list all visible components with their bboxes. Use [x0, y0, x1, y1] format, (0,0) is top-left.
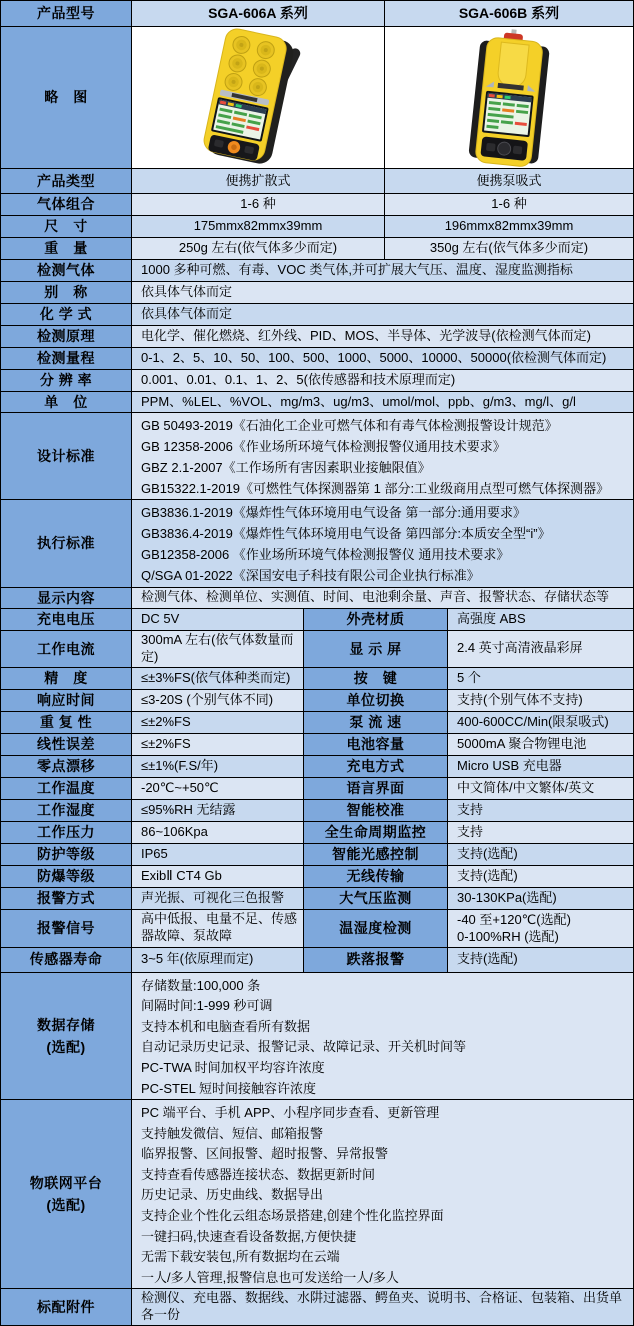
- row-value: 检测仪、充电器、数据线、水阱过滤器、鳄鱼夹、说明书、合格证、包装箱、出货单各一份: [132, 1289, 634, 1326]
- row-value-right: 支持: [448, 800, 634, 822]
- row-value-left: DC 5V: [132, 609, 304, 631]
- value-b: 196mmx82mmx39mm: [385, 216, 634, 238]
- device-b-screen: [482, 91, 534, 138]
- row-label: 检测气体: [1, 260, 132, 282]
- row-label-right: 大气压监测: [304, 888, 448, 910]
- execution-standards-list: [132, 500, 634, 587]
- row-value-right: 支持(选配): [448, 948, 634, 973]
- row-execution-standards: [1, 500, 634, 587]
- iot-line: 历史记录、历史曲线、数据导出: [141, 1187, 324, 1203]
- row-value-left: ≤±3%FS(依气体种类而定): [132, 668, 304, 690]
- iot-line: 一人/多人管理,报警信息也可发送给一人/多人: [141, 1269, 399, 1285]
- row-label-left: 工作湿度: [1, 800, 132, 822]
- row-value-right: 支持(选配): [448, 866, 634, 888]
- standard-line: GB3836.4-2019《爆炸性气体环境用电气设备 第四部分:本质安全型“i”》: [141, 526, 551, 542]
- row-value-left: 声光振、可视化三色报警: [132, 888, 304, 910]
- row-value: 电化学、催化燃烧、红外线、PID、MOS、半导体、光学波导(依检测气体而定): [132, 326, 634, 348]
- row-value-right: 400-600CC/Min(限泵吸式): [448, 712, 634, 734]
- iot-line: 支持触发微信、短信、邮箱报警: [141, 1125, 324, 1141]
- row-label-right: 电池容量: [304, 734, 448, 756]
- row-label-left: 工作压力: [1, 822, 132, 844]
- value-b: 1-6 种: [385, 194, 634, 216]
- row-value-right: 高强度 ABS: [448, 609, 634, 631]
- iot-line: 支持企业个性化云组态场景搭建,创建个性化监控界面: [141, 1208, 444, 1224]
- row-value: 检测气体、检测单位、实测值、时间、电池剩余量、声音、报警状态、存储状态等: [132, 588, 634, 609]
- row-value: 0-1、2、5、10、50、100、500、1000、5000、10000、50000(依检测气体而定): [132, 348, 634, 370]
- design-standards-list: [132, 413, 634, 500]
- row-dimensions: [1, 216, 634, 238]
- row-value-right: Micro USB 充电器: [448, 756, 634, 778]
- iot-line: 一键扫码,快速查看设备数据,方便快捷: [141, 1228, 357, 1244]
- row-repeatability-pump-flow: [1, 712, 634, 734]
- header-model-a: SGA-606A 系列: [132, 1, 385, 27]
- row-label: 尺 寸: [1, 216, 132, 238]
- row-label-left: 工作电流: [1, 631, 132, 668]
- row-value-left: ≤±1%(F.S/年): [132, 756, 304, 778]
- standard-line: GB 50493-2019《石油化工企业可燃气体和有毒气体检测报警设计规范》: [141, 418, 558, 434]
- row-resolution: [1, 370, 634, 392]
- row-product-type: [1, 169, 634, 194]
- row-label: 重 量: [1, 238, 132, 260]
- data-storage-list: [132, 973, 634, 1101]
- header-model-b: SGA-606B 系列: [385, 1, 634, 27]
- row-gas-combination: [1, 194, 634, 216]
- row-working-current-display: [1, 631, 634, 668]
- row-label: 检测原理: [1, 326, 132, 348]
- label-line: 物联网平台: [29, 1175, 103, 1192]
- row-value-right: 2.4 英寸高清液晶彩屏: [448, 631, 634, 668]
- standard-line: Q/SGA 01-2022《深国安电子科技有限公司企业执行标准》: [141, 567, 480, 583]
- row-value-right: 支持(个别气体不支持): [448, 690, 634, 712]
- row-units: [1, 392, 634, 413]
- standard-line: GB 12358-2006《作业场所环境气体检测报警仪通用技术要求》: [141, 438, 506, 454]
- sketch-row: [1, 27, 634, 169]
- value-a: 250g 左右(依气体多少而定): [132, 238, 385, 260]
- row-value-right: 5000mA 聚合物锂电池: [448, 734, 634, 756]
- value-a: 便携扩散式: [132, 169, 385, 194]
- label-line: (选配): [46, 1197, 86, 1214]
- row-detection-range: [1, 348, 634, 370]
- sketch-label: 略 图: [1, 27, 132, 169]
- row-weight: [1, 238, 634, 260]
- row-value-right: 支持(选配): [448, 844, 634, 866]
- value-b: 便携泵吸式: [385, 169, 634, 194]
- row-value: 依具体气体而定: [132, 304, 634, 326]
- value-b: 350g 左右(依气体多少而定): [385, 238, 634, 260]
- row-charging-voltage-shell: [1, 609, 634, 631]
- row-label: 单 位: [1, 392, 132, 413]
- device-b-image: [385, 27, 633, 168]
- row-alarm-mode-pressure-monitor: [1, 888, 634, 910]
- temp-range-line: -40 至+120℃(选配): [457, 911, 571, 927]
- row-value-left: ≤95%RH 无结露: [132, 800, 304, 822]
- storage-line: PC-TWA 时间加权平均容许浓度: [141, 1059, 325, 1075]
- row-value-left: 高中低报、电量不足、传感器故障、泵故障: [132, 910, 304, 948]
- iot-platform-label: [1, 1100, 132, 1289]
- row-value-left: -20℃~+50℃: [132, 778, 304, 800]
- row-design-standards: [1, 413, 634, 500]
- row-label-right: 外壳材质: [304, 609, 448, 631]
- row-display-content: [1, 588, 634, 609]
- iot-platform-list: [132, 1100, 634, 1289]
- row-value-left: ≤3-20S (个别气体不同): [132, 690, 304, 712]
- row-label-left: 防爆等级: [1, 866, 132, 888]
- standard-line: GB3836.1-2019《爆炸性气体环境用电气设备 第一部分:通用要求》: [141, 505, 527, 521]
- row-value-right: 支持: [448, 822, 634, 844]
- row-label-left: 零点漂移: [1, 756, 132, 778]
- row-label-left: 充电电压: [1, 609, 132, 631]
- row-value: 1000 多种可燃、有毒、VOC 类气体,并可扩展大气压、温度、湿度监测指标: [132, 260, 634, 282]
- row-label-right: 跌落报警: [304, 948, 448, 973]
- row-protection-light-sense: [1, 844, 634, 866]
- row-value-left: 86~106Kpa: [132, 822, 304, 844]
- row-label-left: 报警方式: [1, 888, 132, 910]
- row-label-left: 重 复 性: [1, 712, 132, 734]
- row-label: 别 称: [1, 282, 132, 304]
- storage-line: PC-STEL 短时间接触容许浓度: [141, 1080, 317, 1096]
- storage-line: 间隔时间:1-999 秒可调: [141, 998, 273, 1014]
- row-pressure-lifecycle: [1, 822, 634, 844]
- row-zero-drift-charging: [1, 756, 634, 778]
- row-label-right: 显 示 屏: [304, 631, 448, 668]
- storage-line: 自动记录历史记录、报警记录、故障记录、开关机时间等: [141, 1039, 467, 1055]
- row-value: PPM、%LEL、%VOL、mg/m3、ug/m3、umol/mol、ppb、g/m3、mg/l、g/l: [132, 392, 634, 413]
- row-humidity-calibration: [1, 800, 634, 822]
- row-data-storage: [1, 973, 634, 1101]
- row-value-left: 3~5 年(依原理而定): [132, 948, 304, 973]
- standard-line: GBZ 2.1-2007《工作场所有害因素职业接触限值》: [141, 459, 431, 475]
- row-linearity-battery: [1, 734, 634, 756]
- iot-line: PC 端平台、手机 APP、小程序同步查看、更新管理: [141, 1105, 440, 1121]
- value-a: 175mmx82mmx39mm: [132, 216, 385, 238]
- row-label-right: 智能光感控制: [304, 844, 448, 866]
- row-label: 产品类型: [1, 169, 132, 194]
- header-row: [1, 1, 634, 27]
- row-alarm-signal-temp-humidity: [1, 910, 634, 948]
- row-chemical-formula: [1, 304, 634, 326]
- device-b-image-cell: [385, 27, 634, 169]
- row-label-right: 温湿度检测: [304, 910, 448, 948]
- row-detection-principle: [1, 326, 634, 348]
- row-value-left: ≤±2%FS: [132, 712, 304, 734]
- row-label-right: 充电方式: [304, 756, 448, 778]
- storage-line: 存储数量:100,000 条: [141, 977, 261, 993]
- row-label-left: 线性误差: [1, 734, 132, 756]
- row-value: 依具体气体而定: [132, 282, 634, 304]
- row-value-right: [448, 910, 634, 948]
- row-label-left: 精 度: [1, 668, 132, 690]
- device-a-image: [132, 27, 384, 168]
- row-label: 化 学 式: [1, 304, 132, 326]
- row-response-time-unit-switch: [1, 690, 634, 712]
- row-standard-accessories: [1, 1289, 634, 1326]
- iot-line: 无需下载安装包,所有数据均在云端: [141, 1249, 340, 1265]
- row-label-left: 防护等级: [1, 844, 132, 866]
- row-label-right: 智能校准: [304, 800, 448, 822]
- row-label-right: 按 键: [304, 668, 448, 690]
- row-label: 检测量程: [1, 348, 132, 370]
- row-label-right: 单位切换: [304, 690, 448, 712]
- value-a: 1-6 种: [132, 194, 385, 216]
- row-value-left: ≤±2%FS: [132, 734, 304, 756]
- row-accuracy-keys: [1, 668, 634, 690]
- row-label: 执行标准: [1, 500, 132, 587]
- row-iot-platform: [1, 1100, 634, 1289]
- row-value: 0.001、0.01、0.1、1、2、5(依传感器和技术原理而定): [132, 370, 634, 392]
- row-value-left: 300mA 左右(依气体数量而定): [132, 631, 304, 668]
- row-label-right: 无线传输: [304, 866, 448, 888]
- row-value-right: 中文简体/中文繁体/英文: [448, 778, 634, 800]
- standard-line: GB15322.1-2019《可燃性气体探测器第 1 部分:工业级商用点型可燃气体探测器》: [141, 480, 610, 496]
- row-label-right: 泵 流 速: [304, 712, 448, 734]
- row-detected-gases: [1, 260, 634, 282]
- row-explosion-proof-wireless: [1, 866, 634, 888]
- iot-line: 临界报警、区间报警、超时报警、异常报警: [141, 1146, 389, 1162]
- row-label-right: 全生命周期监控: [304, 822, 448, 844]
- row-label-left: 传感器寿命: [1, 948, 132, 973]
- row-value-right: 30-130KPa(选配): [448, 888, 634, 910]
- row-alias: [1, 282, 634, 304]
- storage-line: 支持本机和电脑查看所有数据: [141, 1018, 311, 1034]
- row-label-right: 语言界面: [304, 778, 448, 800]
- row-label-left: 响应时间: [1, 690, 132, 712]
- row-label: 显示内容: [1, 588, 132, 609]
- row-value-right: 5 个: [448, 668, 634, 690]
- row-label: 气体组合: [1, 194, 132, 216]
- label-line: (选配): [46, 1038, 86, 1055]
- row-label: 标配附件: [1, 1289, 132, 1326]
- row-value-left: IP65: [132, 844, 304, 866]
- iot-line: 支持查看传感器连接状态、数据更新时间: [141, 1166, 376, 1182]
- label-line: 数据存储: [37, 1016, 95, 1033]
- row-label: 分 辨 率: [1, 370, 132, 392]
- humidity-range-line: 0-100%RH (选配): [457, 928, 559, 944]
- row-label-left: 工作温度: [1, 778, 132, 800]
- row-value-left: ExibⅡ CT4 Gb: [132, 866, 304, 888]
- standard-line: GB12358-2006 《作业场所环境气体检测报警仪 通用技术要求》: [141, 546, 510, 562]
- row-sensor-life-drop-alarm: [1, 948, 634, 973]
- row-label-left: 报警信号: [1, 910, 132, 948]
- device-a-image-cell: [132, 27, 385, 169]
- row-label: 设计标准: [1, 413, 132, 500]
- data-storage-label: [1, 973, 132, 1101]
- header-product-model-label: 产品型号: [1, 1, 132, 27]
- row-working-temp-language: [1, 778, 634, 800]
